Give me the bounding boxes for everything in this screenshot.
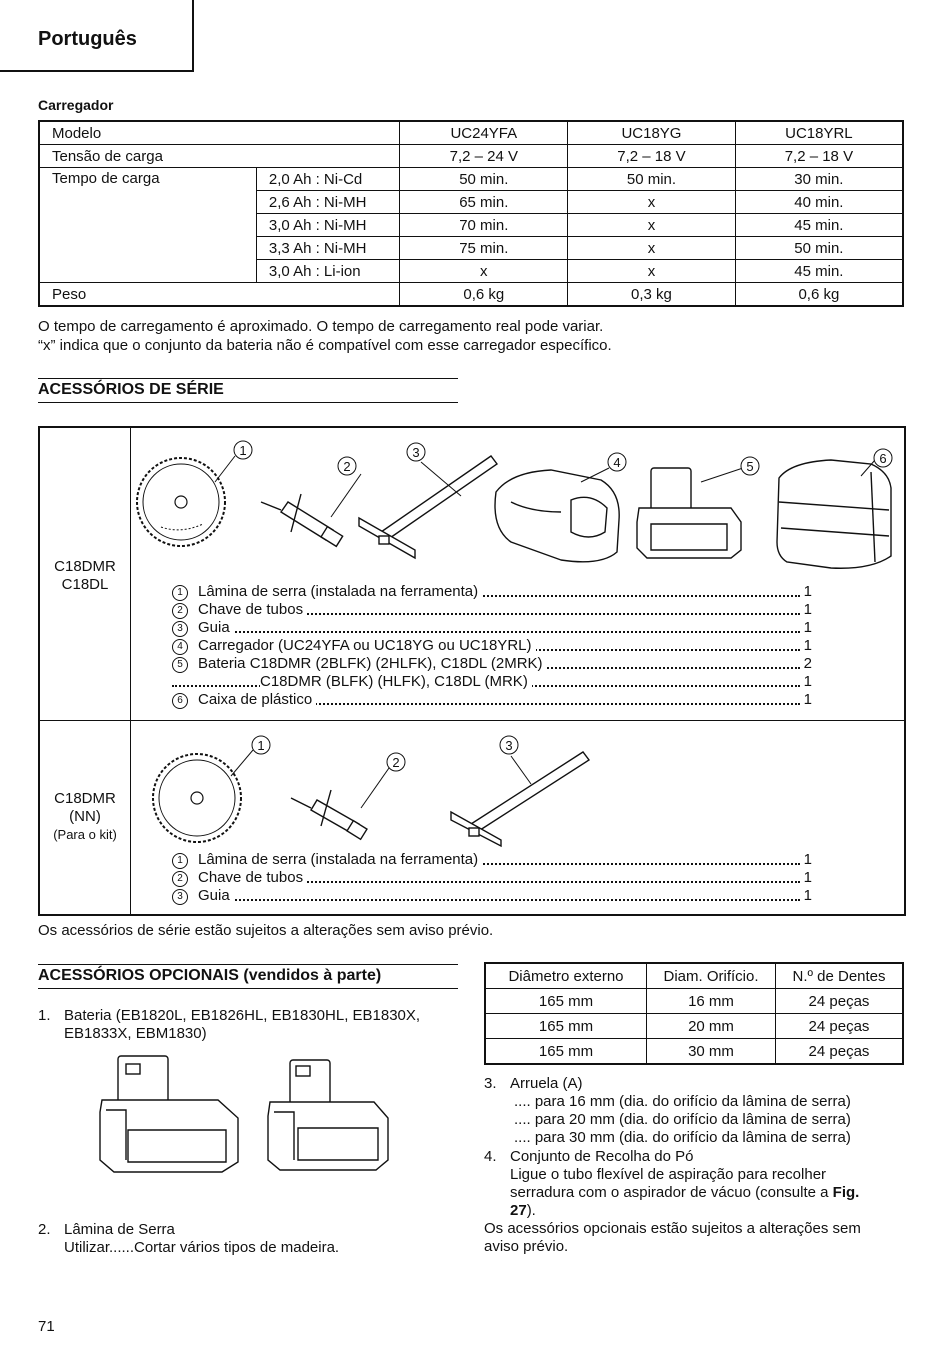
weight-cell: 0,3 kg (568, 283, 736, 307)
callout-1 (234, 441, 252, 459)
time-cell: 75 min. (400, 237, 568, 260)
charger-heading: Carregador (38, 97, 114, 113)
model-group-1 (40, 558, 130, 594)
svg-text:5: 5 (746, 459, 754, 474)
model-cell: UC18YG (568, 121, 736, 145)
saw-blade-icon (153, 750, 253, 842)
item-qty: 2 (800, 655, 812, 672)
item-number: 4 (172, 639, 188, 655)
plastic-case-icon (777, 460, 891, 568)
table-row (39, 283, 903, 307)
table-cell: 30 mm (647, 1039, 776, 1065)
item-number: 3 (172, 889, 188, 905)
box-wrench-icon (291, 768, 389, 839)
voltage-cell: 7,2 – 18 V (568, 145, 736, 168)
item-qty: 1 (800, 869, 812, 886)
weight-cell: 0,6 kg (400, 283, 568, 307)
table-row (39, 121, 903, 145)
time-cell: x (568, 191, 736, 214)
table-cell: 24 peças (776, 1039, 904, 1065)
table-header: Diâmetro externo (485, 963, 647, 989)
item-label: Guia (198, 887, 230, 904)
item-label: Bateria C18DMR (2BLFK) (2HLFK), C18DL (2MRK) (198, 655, 543, 672)
optional-item-1 (38, 1007, 468, 1043)
guide-icon (359, 456, 497, 558)
model-group-2 (40, 790, 130, 844)
svg-text:3: 3 (412, 445, 420, 460)
time-cell: 50 min. (735, 237, 903, 260)
table-row (485, 1039, 903, 1065)
time-cell: x (400, 260, 568, 283)
guide-icon (451, 752, 589, 846)
callout-6 (874, 449, 892, 467)
optional-note: aviso prévio. (484, 1238, 569, 1255)
list-item (172, 691, 812, 709)
saw-blade-icon (137, 456, 235, 546)
item-number: 4. (484, 1148, 497, 1165)
item-number: 3 (172, 621, 188, 637)
item-label: Caixa de plástico (198, 691, 313, 708)
item-title: Lâmina de Serra (64, 1221, 175, 1238)
time-cell: 45 min. (735, 260, 903, 283)
time-cell: 45 min. (735, 214, 903, 237)
svg-text:1: 1 (239, 443, 247, 458)
item-qty: 1 (800, 673, 812, 690)
item-qty: 1 (800, 619, 812, 636)
table-row (39, 145, 903, 168)
voltage-cell: 7,2 – 18 V (735, 145, 903, 168)
list-item (172, 583, 812, 601)
item-label: Chave de tubos (198, 601, 304, 618)
optional-item-4 (484, 1148, 908, 1256)
time-cell: 50 min. (568, 168, 736, 191)
battery-options-illustration (98, 1050, 403, 1175)
item-text: Utilizar......Cortar vários tipos de madeira. (64, 1239, 340, 1256)
table-cell: 165 mm (485, 1014, 647, 1039)
item-number: 2 (172, 871, 188, 887)
list-item (172, 887, 812, 905)
blade-spec-table (484, 962, 904, 1065)
table-cell: 24 peças (776, 989, 904, 1014)
list-item (172, 637, 812, 655)
battery-icon (637, 468, 743, 558)
weight-label: Peso (39, 283, 400, 307)
item-number: 1 (172, 853, 188, 869)
model-name: C18DMR (54, 790, 116, 807)
time-cell: 65 min. (400, 191, 568, 214)
item-text: .... para 16 mm (dia. do orifício da lâmina de serra) (514, 1093, 851, 1110)
battery-type: 3,0 Ah : Ni-MH (256, 214, 400, 237)
item-title: Arruela (A) (510, 1075, 583, 1092)
battery-type: 2,6 Ah : Ni-MH (256, 191, 400, 214)
list-item (172, 619, 812, 637)
item-text: serradura com o aspirador de vácuo (consulte a (510, 1184, 833, 1201)
charger-note-1: O tempo de carregamento é aproximado. O tempo de carregamento real pode variar. (38, 318, 604, 335)
time-cell: x (568, 214, 736, 237)
model-label: Modelo (39, 121, 400, 145)
box-wrench-icon (261, 474, 361, 546)
charger-note-2: “x” indica que o conjunto da bateria não é compatível com esse carregador específico. (38, 337, 612, 354)
voltage-label: Tensão de carga (39, 145, 400, 168)
table-header: N.º de Dentes (776, 963, 904, 989)
table-row (485, 963, 903, 989)
table-cell: 20 mm (647, 1014, 776, 1039)
model-note: (Para o kit) (53, 827, 117, 842)
optional-accessories-title: ACESSÓRIOS OPCIONAIS (vendidos à parte) (38, 964, 458, 989)
list-item (172, 601, 812, 619)
voltage-cell: 7,2 – 24 V (400, 145, 568, 168)
callout-3 (500, 736, 518, 754)
table-cell: 165 mm (485, 1039, 647, 1065)
standard-accessories-box (38, 426, 906, 916)
battery-type: 3,0 Ah : Li-ion (256, 260, 400, 283)
item-text: .... para 20 mm (dia. do orifício da lâmina de serra) (514, 1111, 851, 1128)
callout-2 (387, 753, 405, 771)
table-cell: 165 mm (485, 989, 647, 1014)
charger-spec-table (38, 120, 904, 307)
table-row (485, 989, 903, 1014)
item-number: 2. (38, 1221, 51, 1238)
item-text: ). (526, 1202, 536, 1219)
callout-1 (252, 736, 270, 754)
time-cell: x (568, 237, 736, 260)
list-item (172, 869, 812, 887)
svg-text:1: 1 (257, 738, 265, 753)
table-row (39, 168, 903, 191)
item-label: Lâmina de serra (instalada na ferramenta) (198, 583, 479, 600)
battery-icon (100, 1056, 238, 1172)
item-qty: 1 (800, 637, 812, 654)
item-text: EB1833X, EBM1830) (64, 1025, 207, 1042)
list-item (172, 673, 812, 691)
time-cell: 40 min. (735, 191, 903, 214)
item-qty: 1 (800, 601, 812, 618)
list-item (172, 655, 812, 673)
callout-4 (608, 453, 626, 471)
charger-icon (495, 468, 619, 562)
item-text: Ligue o tubo flexível de aspiração para recolher (510, 1166, 827, 1183)
weight-cell: 0,6 kg (735, 283, 903, 307)
battery-icon (268, 1060, 388, 1170)
callout-2 (338, 457, 356, 475)
model-cell: UC24YFA (400, 121, 568, 145)
optional-note: Os acessórios opcionais estão sujeitos a alterações sem (484, 1220, 861, 1237)
battery-type: 2,0 Ah : Ni-Cd (256, 168, 400, 191)
table-header: Diam. Orifício. (647, 963, 776, 989)
table-row (485, 1014, 903, 1039)
item-qty: 1 (800, 851, 812, 868)
svg-text:3: 3 (505, 738, 513, 753)
list-item (172, 851, 812, 869)
item-qty: 1 (800, 583, 812, 600)
callout-5 (741, 457, 759, 475)
item-title: Conjunto de Recolha do Pó (510, 1148, 694, 1165)
item-number: 1. (38, 1007, 51, 1024)
item-label: C18DMR (BLFK) (HLFK), C18DL (MRK) (260, 673, 528, 690)
standard-accessories-title: ACESSÓRIOS DE SÉRIE (38, 378, 458, 403)
optional-item-2 (38, 1221, 468, 1257)
item-text: Bateria (EB1820L, EB1826HL, EB1830HL, EB1830X, (64, 1007, 421, 1024)
svg-text:4: 4 (613, 455, 621, 470)
time-cell: 30 min. (735, 168, 903, 191)
charge-time-label: Tempo de carga (39, 168, 256, 283)
item-number: 6 (172, 693, 188, 709)
item-number: 3. (484, 1075, 497, 1092)
item-label: Carregador (UC24YFA ou UC18YG ou UC18YRL) (198, 637, 532, 654)
battery-type: 3,3 Ah : Ni-MH (256, 237, 400, 260)
model-name: C18DL (61, 576, 109, 593)
accessories-illustration-1 (131, 432, 903, 582)
svg-text:6: 6 (879, 451, 887, 466)
item-label: Lâmina de serra (instalada na ferramenta) (198, 851, 479, 868)
figure-ref: 27 (510, 1202, 527, 1219)
language-label: Português (38, 28, 137, 50)
figure-ref: Fig. (832, 1184, 860, 1201)
callout-3 (407, 443, 425, 461)
model-cell: UC18YRL (735, 121, 903, 145)
page-number: 71 (38, 1318, 55, 1335)
item-number: 1 (172, 585, 188, 601)
time-cell: 50 min. (400, 168, 568, 191)
time-cell: 70 min. (400, 214, 568, 237)
optional-item-3 (484, 1075, 908, 1147)
item-qty: 1 (800, 887, 812, 904)
item-number: 5 (172, 657, 188, 673)
table-cell: 16 mm (647, 989, 776, 1014)
table-cell: 24 peças (776, 1014, 904, 1039)
time-cell: x (568, 260, 736, 283)
item-qty: 1 (800, 691, 812, 708)
item-label: Chave de tubos (198, 869, 304, 886)
svg-text:2: 2 (392, 755, 400, 770)
accessories-illustration-2 (131, 728, 611, 848)
language-tab (0, 0, 194, 72)
standard-accessories-note: Os acessórios de série estão sujeitos a alterações sem aviso prévio. (38, 922, 494, 939)
item-number: 2 (172, 603, 188, 619)
model-name: (NN) (69, 808, 101, 825)
svg-text:2: 2 (343, 459, 351, 474)
item-text: .... para 30 mm (dia. do orifício da lâmina de serra) (514, 1129, 851, 1146)
item-label: Guia (198, 619, 230, 636)
model-name: C18DMR (54, 558, 116, 575)
